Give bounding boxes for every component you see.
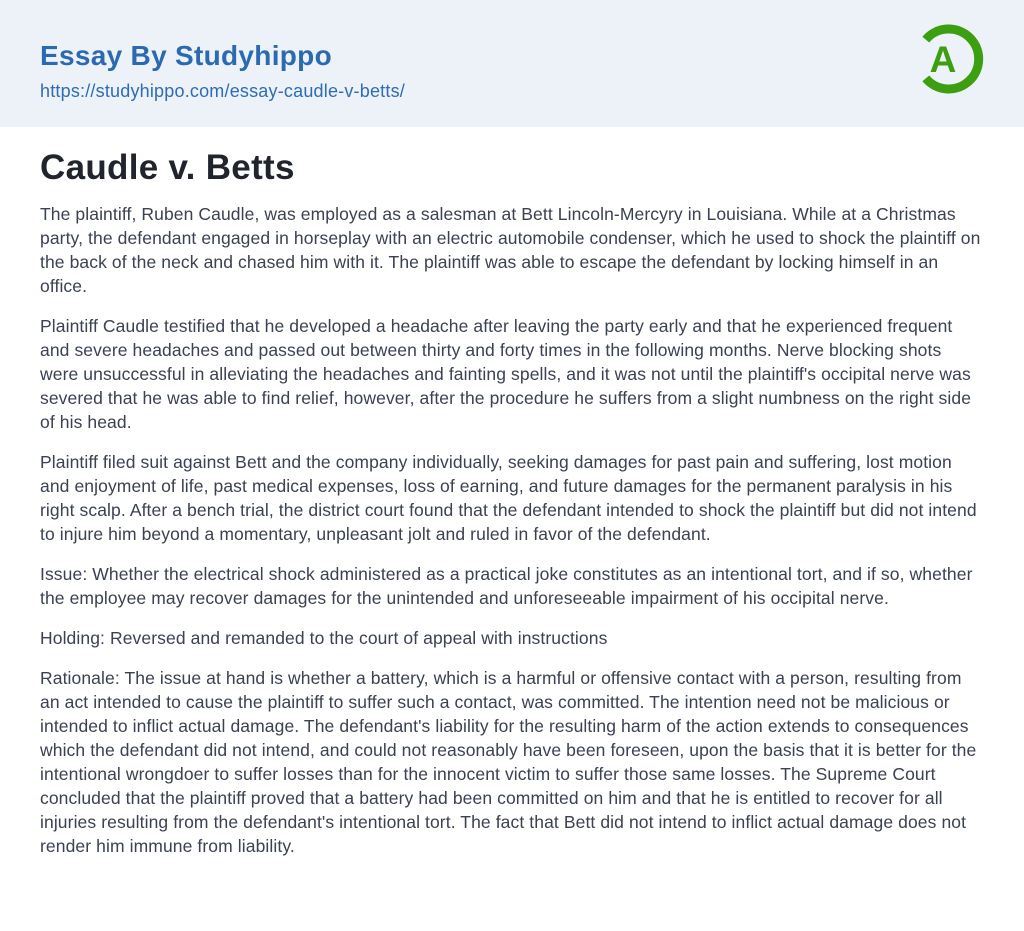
- essay-paragraph-holding: Holding: Reversed and remanded to the court of appeal with instructions: [40, 627, 608, 648]
- essay-paragraph-facts: The plaintiff, Ruben Caudle, was employed as a salesman at Bett Lincoln-Mercyry in Louisiana. While at a Christmas party, the defendant engaged in horseplay with an electric automobile condenser, which he used to shock the plaintiff on the back of the neck and chased him with it. The plaintiff was able to escape the defendant by locking himself in an office.: [40, 203, 981, 296]
- essay-paragraph-rationale: Rationale: The issue at hand is whether a battery, which is a harmful or offensive contact with a person, resulting from an act intended to cause the plaintiff to suffer such a contact, was committed. The intention need not be malicious or intended to inflict actual damage. The defendant's liability for the resulting harm of the action extends to consequences which the defendant did not intend, and could not reasonably have been foreseen, upon the basis that it is better for the intentional wrongdoer to suffer losses than for the innocent victim to suffer those same losses. The Supreme Court concluded that the plaintiff proved that a battery had been committed on him and that he is entitled to recover for all injuries resulting from the defendant's intentional tort. The fact that Bett did not intend to inflict actual damage does not render him immune from liability.: [40, 667, 977, 856]
- studyhippo-logo: [912, 22, 986, 96]
- page-header: [0, 0, 1024, 127]
- essay-paragraph-testimony: Plaintiff Caudle testified that he developed a headache after leaving the party early and that he experienced frequent and severe headaches and passed out between thirty and forty times in the following months. Nerve blocking shots were unsuccessful in alleviating the headaches and fainting spells, and it was not until the plaintiff's occipital nerve was severed that he was able to find relief, however, after the procedure he suffers from a slight numbness on the right side of his head.: [40, 315, 972, 432]
- essay-content: [0, 149, 1024, 858]
- essay-paragraph-suit: Plaintiff filed suit against Bett and the company individually, seeking damages for past pain and suffering, lost motion and enjoyment of life, past medical expenses, loss of earning, and future damages for the permanent paralysis in his right scalp. After a bench trial, the district court found that the defendant intended to shock the plaintiff but did not intend to injure him beyond a momentary, unpleasant jolt and ruled in favor of the defendant.: [40, 451, 977, 544]
- site-title: Essay By Studyhippo: [40, 40, 332, 71]
- essay-paragraph-issue: Issue: Whether the electrical shock administered as a practical joke constitutes as an intentional tort, and if so, whether the employee may recover damages for the unintended and unforeseeable impairment of his occipital nerve.: [40, 563, 973, 608]
- logo-letter: A: [929, 39, 957, 80]
- essay-url-link[interactable]: https://studyhippo.com/essay-caudle-v-betts/: [40, 80, 405, 101]
- essay-title: Caudle v. Betts: [40, 148, 295, 187]
